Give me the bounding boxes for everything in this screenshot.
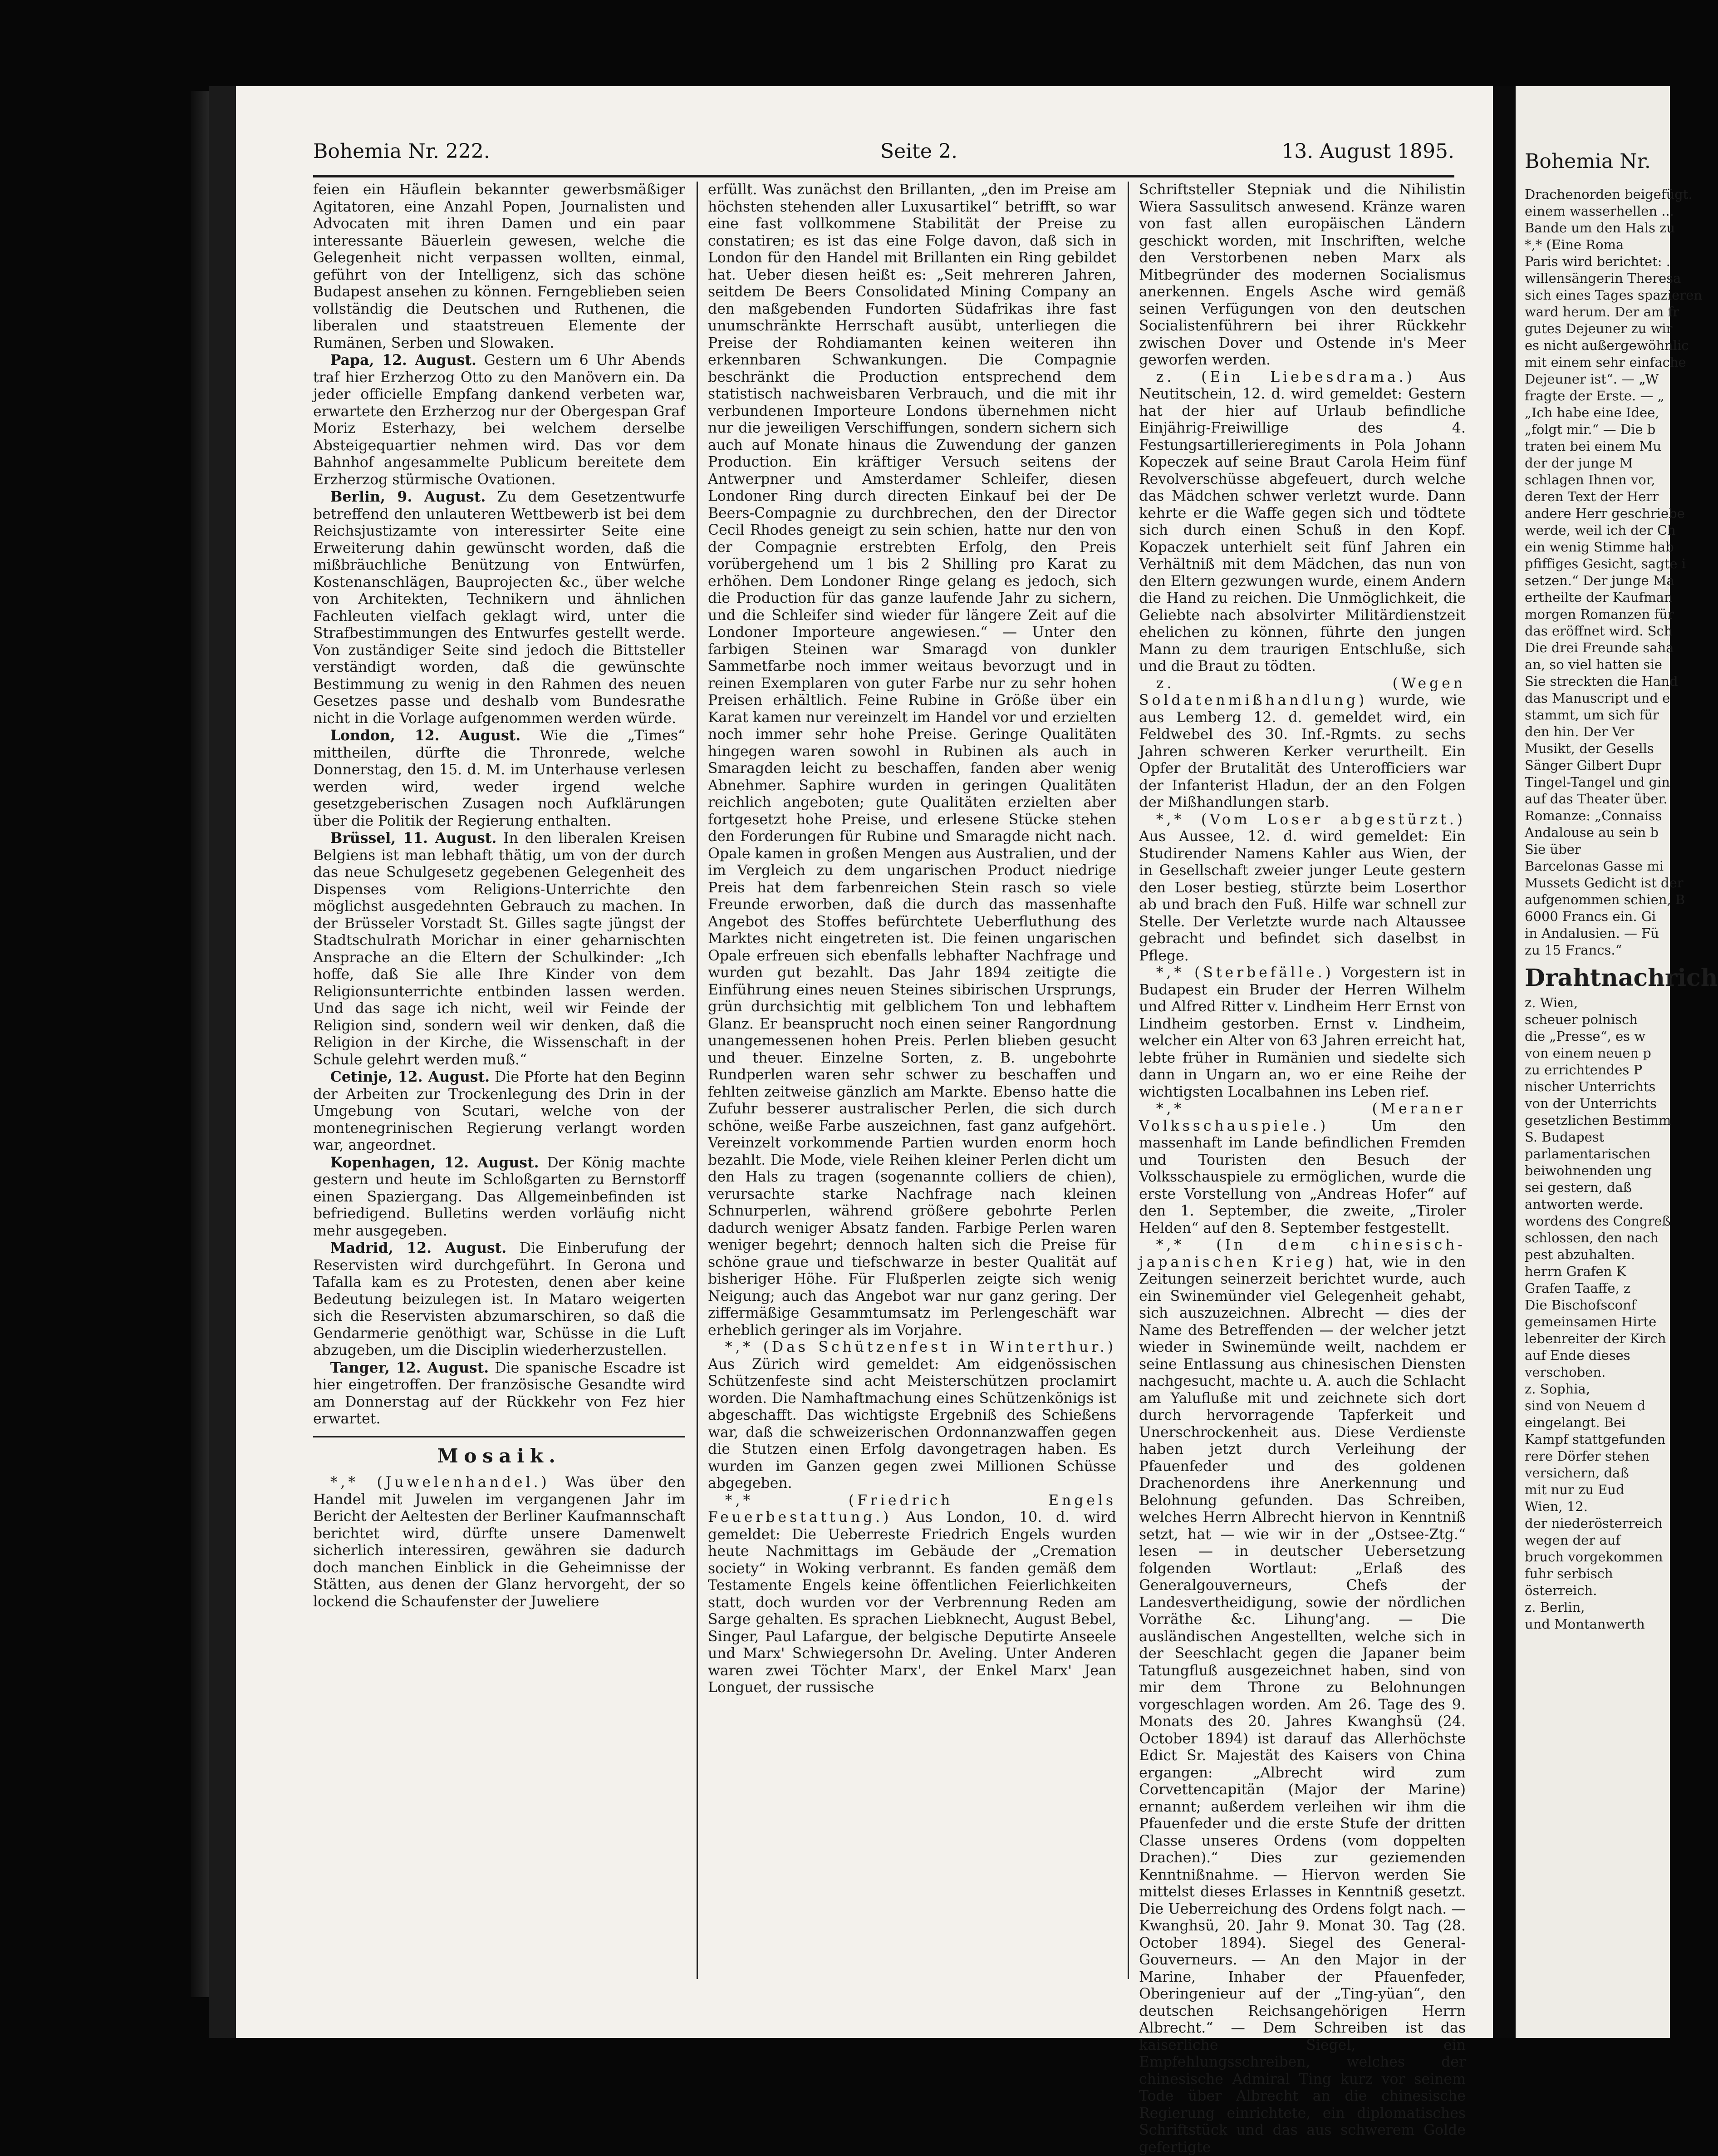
adjacent-text-line: der der junge M (1525, 455, 1633, 471)
adjacent-text-line: wordens des Congreß (1525, 1213, 1671, 1229)
adjacent-text-line: österreich. (1525, 1583, 1597, 1598)
adjacent-text-line: antworten werde. (1525, 1196, 1644, 1212)
adjacent-text-line: verschoben. (1525, 1364, 1606, 1380)
adjacent-text-line: eingelangt. Bei (1525, 1415, 1626, 1430)
article-text: Aus Zürich wird gemeldet: Am eidgenössischen Schützenfeste sind acht Meisterschützen proclamirt worden. Die Namhaftmachung eines Schützenkönigs ist abgeschafft. Das wichtigste Ergebniß des Schießens war, daß die schweizerischen Ordonnanzwaffen gegen die Stutzen einen Erfolg davongetragen haben. Es wurden im Ganzen gegen zwei Millionen Schüsse abgegeben. (708, 1356, 1116, 1491)
newspaper-page (236, 86, 1493, 2156)
adjacent-text-line: Bande um den Hals zu (1525, 220, 1675, 236)
adjacent-text-line: Sie streckten die Hand (1525, 674, 1678, 689)
column-3 (1139, 182, 1466, 2156)
article-text: Gestern um 6 Uhr Abends traf hier Erzherzog Otto zu den Manövern ein. Da jeder officielle Empfang dankend verbeten war, erwartete den Erzherzog nur der Obergespan Graf Moriz Esterhazy, bei welchem derselbe Absteigequartier nehmen wird. Das vor dem Bahnhof angesammelte Publicum bereitete dem Erzherzog stürmische Ovationen. (313, 352, 685, 488)
dateline: Papa, 12. August. (330, 352, 476, 369)
adjacent-text-line: sei gestern, daß (1525, 1180, 1632, 1195)
adjacent-text-line: zu 15 Francs.“ (1525, 942, 1622, 958)
article-text: Die Einberufung der Reservisten wird durchgeführt. In Gerona und Tafalla kam es zu Protesten, denen aber keine Bedeutung beizulegen ist. In Mataro weigerten sich die Reservisten abzumarschiren, so daß die Gendarmerie genöthigt war, Schüsse in die Luft abzugeben, um die Disciplin wiederherzustellen. (313, 1240, 685, 1359)
adjacent-text-line: ward herum. Der am fr (1525, 304, 1679, 320)
adjacent-text-line: Drachenorden beigefügt. (1525, 187, 1693, 202)
article-text: Was über den Handel mit Juwelen im vergangenen Jahr im Bericht der Aeltesten der Berliner Kaufmannschaft berichtet wird, dürfte unsere Damenwelt sicherlich interessiren, gewähren sie dadurch doch manchen Einblick in die Geheimnisse der Stätten, aus denen der Glanz hervorgeht, der so lockend die Schaufenster der Juweliere (313, 1474, 685, 1610)
adjacent-text-line: andere Herr geschriebe (1525, 506, 1685, 521)
adjacent-text-line: deren Text der Herr (1525, 489, 1659, 504)
item-heading: *,* (Sterbefälle.) (1156, 965, 1334, 981)
adjacent-text-line: pfiffiges Gesicht, sagte i (1525, 556, 1686, 571)
dateline: Tanger, 12. August. (330, 1359, 489, 1376)
adjacent-text-line: 6000 Francs ein. Gi (1525, 909, 1656, 924)
page-header (313, 140, 1454, 172)
adjacent-text-line: von einem neuen p (1525, 1045, 1651, 1061)
adjacent-text-line: den hin. Der Ver (1525, 724, 1635, 739)
adjacent-text-line: Die Bischofsconf (1525, 1297, 1636, 1313)
article-text: hat, wie in den Zeitungen seinerzeit berichtet wurde, auch ein Swinemünder viel Gelegenheit gehabt, sich auszuzeichnen. Albrecht — dies der Name des Betreffenden — der welcher jetzt wieder in Swinemünde weilt, nachdem er seine Entlassung aus chinesischen Diensten nachgesucht, machte u. A. auch die Schlacht am Yalufluße mit und zeichnete sich dort durch hervorragende Tapferkeit und Unerschrockenheit aus. Diese Verdienste haben jetzt durch Verleihung der Pfauenfeder und des goldenen Drachenordens ihre Anerkennung und Belohnung gefunden. Das Schreiben, welches Herrn Albrecht hiervon in Kenntniß setzt, hat — wie wir in der „Ostsee-Ztg.“ lesen — in deutscher Uebersetzung folgenden Wortlaut: „Erlaß des Generalgouverneurs, Chefs der Landesvertheidigung, sowie der nördlichen Vorräthe &c. Lihung'ang. — Die ausländischen Angestellten, welche sich in der Seeschlacht gegen die Japaner beim Tatungfluß ausgezeichnet haben, sind von mir dem Throne zu Belohnungen vorgeschlagen worden. Am 26. Tage des 9. Monats des 20. Jahres Kwanghsü (24. October 1894) ist darauf das Allerhöchste Edict Sr. Majestät des Kaisers von China ergangen: „Albrecht wird zum Corvettencapitän (Major der Marine) ernannt; außerdem verleihen wir ihm die Pfauenfeder und die erste Stufe der dritten Classe unseres Ordens (vom doppelten Drachen).“ Dies zur geziemenden Kenntnißnahme. — Hiervon werden Sie mittelst dieses Erlasses in Kenntniß gesetzt. Die Ueberreichung des Ordens folgt nach. — Kwanghsü, 20. Jahr 9. Monat 30. Tag (28. October 1894). Siegel des General-Gouverneurs. — An den Major in der Marine, Inhaber der Pfauenfeder, Oberingenieur auf der „Ting-yüan“, den deutschen Reichsangehörigen Herrn Albrecht.“ — Dem Schreiben ist das kaiserliche Siegel, ein Empfehlungsschreiben, welches der chinesische Admiral Ting kurz vor seinem Tode über Albrecht an die chinesische Regierung einrichtete, ein diplomatisches Schriftstück und das aus schwerem Golde gefertigte (1139, 1254, 1466, 2156)
issue-date: 13. August 1895. (1281, 140, 1454, 163)
adjacent-text-line: Kampf stattgefunden (1525, 1432, 1666, 1447)
article-text: Die spanische Escadre ist hier eingetroffen. Der französische Gesandte wird am Donnerstag auf der Rückkehr von Fez hier erwartet. (313, 1359, 685, 1427)
article-text: In den liberalen Kreisen Belgiens ist man lebhaft thätig, um von der durch das neue Schulgesetz gegebenen Gelegenheit des Dispenses vom Religions-Unterrichte den möglichst ausgedehnten Gebrauch zu machen. In der Brüsseler Vorstadt St. Gilles sagte jüngst der Stadtschulrath Morichar in einer geharnischten Ansprache an die Eltern der Schulkinder: „Ich hoffe, daß Sie alle Ihre Kinder von dem Religionsunterrichte entbinden lassen werden. Und das sage ich nicht, weil wir Feinde der Religion sind, sondern weil wir denken, daß die Religion in der Kirche, die Wissenschaft in der Schule gelehrt werden muß.“ (313, 830, 686, 1068)
mosaik-item-liebesdrama (1139, 369, 1466, 675)
dateline: London, 12. August. (330, 727, 521, 744)
adjacent-text-line: Tingel-Tangel und gin (1525, 774, 1670, 790)
adjacent-text-line: gutes Dejeuner zu wir (1525, 321, 1673, 336)
news-item-bruessel (313, 830, 685, 1068)
adjacent-text-line: versichern, daß (1525, 1465, 1629, 1481)
mosaik-item-schuetzenfest (708, 1339, 1116, 1492)
page-number: Seite 2. (880, 140, 957, 163)
article-text: Der König machte gestern und heute im Schloßgarten zu Bernstorff einen Spaziergang. Das Allgemeinbefinden ist befriedigend. Bulletins werden vorläufig nicht mehr ausgegeben. (313, 1154, 685, 1239)
mosaik-item-engels (708, 1492, 1116, 1697)
adjacent-text-line: es nicht außergewöhnlic (1525, 338, 1689, 353)
adjacent-text-line: Die drei Freunde saha (1525, 640, 1674, 655)
adjacent-text-line: Barcelonas Gasse mi (1525, 858, 1664, 874)
adjacent-text-line: mit nur zu Eud (1525, 1482, 1625, 1497)
adjacent-text-line: ertheilte der Kaufman (1525, 590, 1673, 605)
item-heading: *,* (In dem chinesisch-japanischen Krieg) (1139, 1237, 1466, 1270)
article-text: Vorgestern ist in Budapest ein Bruder der Herren Wilhelm und Alfred Ritter v. Lindheim Herr Ernst von Lindheim gestorben. Ernst v. Lindheim, welcher ein Alter von 63 Jahren erreicht hat, lebte früher in Rumänien und siedelte sich dann in Ungarn an, wo er eine Reihe der wichtigsten Localbahnen ins Leben rief. (1139, 965, 1466, 1100)
item-heading: z. (Wegen Soldatenmißhandlung) (1139, 675, 1466, 709)
adjacent-text-line: das Manuscript und e (1525, 690, 1670, 706)
item-heading: *,* (Juwelenhandel.) (330, 1474, 550, 1491)
dateline: Cetinje, 12. August. (330, 1068, 490, 1085)
adjacent-text-line: wegen der auf (1525, 1532, 1621, 1548)
adjacent-text-line: schlagen Ihnen vor, (1525, 472, 1655, 487)
adjacent-text-line: z. Wien, (1525, 995, 1578, 1010)
adjacent-text-line: setzen.“ Der junge Ma (1525, 573, 1674, 588)
adjacent-text-line: Paris wird berichtet: . (1525, 254, 1670, 269)
article-text: Schriftsteller Stepniak und die Nihilistin Wiera Sassulitsch anwesend. Kränze waren von fast allen europäischen Ländern geschickt worden, mit Inschriften, welche den Verstorbenen neben Marx als Mitbegründer des modernen Socialismus anerkennen. Engels Asche wird gemäß seinen Verfügungen von den deutschen Socialistenführern bei ihrer Rückkehr zwischen Dover und Ostende in's Meer geworfen werden. (1139, 182, 1466, 368)
adjacent-text-line: werde, weil ich der Ch (1525, 522, 1676, 538)
adjacent-page-column (1525, 186, 1718, 1993)
article-text: erfüllt. Was zunächst den Brillanten, „den im Preise am höchsten stehenden aller Luxusartikel“ betrifft, so war eine fast vollkommene Stabilität der Preise zu constatiren; es ist das eine Folge davon, daß sich in London für den Handel mit Brillanten ein Ring gebildet hat. Ueber diesen heißt es: „Seit mehreren Jahren, seitdem De Beers Consolidated Mining Company an den maßgebenden Fundorten Südafrikas ihre fast unumschränkte Herrschaft ausübt, unterliegen die Preise der Rohdiamanten keinen weiteren ihn erkennbaren Schwankungen. Die Compagnie beschränkt die Production entsprechend dem statistisch nachweisbaren Verbrauch, und die mit ihr verbundenen Importeure Londons übernehmen nicht nur die jeweiligen Verschiffungen, sondern sichern sich auch auf Monate hinaus die Zuwendung der ganzen Production. Ein kräftiger Versuch seitens der Antwerpner und Amsterdamer Schleifer, diesen Londoner Ring durch directen Einkauf bei der De Beers-Compagnie zu durchbrechen, den der Director Cecil Rhodes geneigt zu sein schien, hatte nur den von der Compagnie erstrebten Erfolg, den Preis vorübergehend um 1 bis 2 Shilling pro Karat zu erhöhen. Dem Londoner Ringe gelang es jedoch, sich die Production für das ganze laufende Jahr zu sichern, und die Schleifer sind wieder für längere Zeit auf die Londoner Importeure angewiesen.“ — Unter den farbigen Steinen war Smaragd von dunkler Sammetfarbe noch immer weitaus bevorzugt und in reinen Exemplaren von guter Farbe nur zu sehr hohen Preisen erhältlich. Feine Rubine in Größe über ein Karat kamen nur vereinzelt im Handel vor und erzielten noch immer sehr hohe Preise. Geringe Qualitäten hingegen waren sowohl in Rubinen als auch in Smaragden leicht zu beschaffen, fanden aber wenig Abnehmer. Saphire wurden in geringen Qualitäten reichlich angeboten; gute Qualitäten erzielten aber fortgesetzt hohe Preise, und erlesene Stücke stehen den Forderungen für Rubine und Smaragde nicht nach. Opale kamen in großen Mengen aus Australien, und der im Vergleich zu dem ungarischen Product niedrige Preis hat dem farbenreichen Stein rasch so viele Freunde erworben, daß die durch das massenhafte Angebot des Stoffes befürchtete Ueberfluthung des Marktes nicht eingetreten ist. Die feinen ungarischen Opale erfreuen sich ebenfalls lebhafter Nachfrage und wurden gut bezahlt. Das Jahr 1894 zeitigte die Einführung eines neuen Steines sibirischen Ursprungs, grün durchsichtig mit gelblichem Ton und lebhaftem Glanz. Er beansprucht noch einen seiner Rangordnung unangemessenen hohen Preis. Perlen blieben gesucht und theuer. Einzelne Sorten, z. B. ungebohrte Rundperlen waren sehr schwer zu beschaffen und fehlten zeitweise gänzlich am Markte. Ebenso hatte die Zufuhr besserer australischer Perlen, die sich durch schöne, weiße Farbe auszeichnen, fast ganz aufgehört. Vereinzelt vorkommende Partien wurden enorm hoch bezahlt. Die Mode, viele Reihen kleiner Perlen dicht um den Hals zu tragen (sogenannte colliers de chien), verursachte starke Nachfrage nach kleinen Schnurperlen, während größere gebohrte Perlen dadurch weniger Absatz fanden. Farbige Perlen waren weniger begehrt; dennoch halten sich die Preise für schöne graue und tiefschwarze in bester Qualität auf bisheriger Höhe. Für Flußperlen zeigte sich wenig Neigung; auch das Angebot war nur ganz gering. Der ziffermäßige Gesammtumsatz im Perlengeschäft war erheblich geringer als im Vorjahre. (708, 182, 1116, 1339)
column-1 (313, 182, 685, 1988)
adjacent-text-line: parlamentarischen (1525, 1146, 1651, 1162)
dateline: Berlin, 9. August. (330, 488, 486, 505)
adjacent-text-line: an, so viel hatten sie (1525, 657, 1662, 672)
article-text: Die Pforte hat den Beginn der Arbeiten zur Trockenlegung des Drin in der Umgebung von Scutari, welche von der montenegrinischen Regierung verlangt worden war, angeordnet. (313, 1069, 685, 1153)
dateline: Madrid, 12. August. (330, 1240, 507, 1256)
adjacent-text-line: einem wasserhellen ... (1525, 203, 1674, 219)
adjacent-text-line: sind von Neuem d (1525, 1398, 1646, 1413)
adjacent-text-line: scheuer polnisch (1525, 1012, 1638, 1027)
article-text: Wie die „Times“ mittheilen, dürfte die Thronrede, welche Donnerstag, den 15. d. M. im Unterhause verlesen werden wird, weder irgend welche gesetzgeberischen Zusagen noch Aufklärungen über die Politik der Regierung enthalten. (313, 728, 685, 829)
adjacent-text-line: auf das Theater über. (1525, 791, 1668, 807)
mosaik-item-volksschauspiele (1139, 1101, 1466, 1237)
adjacent-page-fragment (1516, 86, 1718, 2038)
adjacent-text-line: nischer Unterrichts (1525, 1079, 1656, 1094)
adjacent-text-line: pest abzuhalten. (1525, 1247, 1635, 1262)
item-heading: *,* (Das Schützenfest in Winterthur.) (725, 1339, 1116, 1355)
adjacent-text-line: *,* (Eine Roma (1525, 237, 1624, 252)
adjacent-text-line: Sie über (1525, 842, 1581, 857)
article-text: wurde, wie aus Lemberg 12. d. gemeldet wird, ein Feldwebel des 30. Inf.-Rgmts. zu sechs Jahren schweren Kerker verurtheilt. Ein Opfer der Brutalität des Unterofficiers war der Infanterist Hladun, der an den Folgen der Mißhandlungen starb. (1139, 692, 1466, 811)
adjacent-text-line: „Ich habe eine Idee, (1525, 405, 1659, 420)
adjacent-text-line: das eröffnet wird. Sch (1525, 623, 1673, 639)
adjacent-text-line: Romanze: „Connaiss (1525, 808, 1662, 823)
section-heading-mosaik: Mosaik. (437, 1444, 561, 1467)
news-item-madrid (313, 1240, 685, 1359)
adjacent-text-line: fragte der Erste. — „ (1525, 388, 1664, 404)
column-2 (708, 182, 1116, 1988)
adjacent-text-line: Andalouse au sein b (1525, 825, 1659, 840)
adjacent-text-line: gemeinsamen Hirte (1525, 1314, 1657, 1329)
news-item-kopenhagen (313, 1154, 685, 1240)
adjacent-text-line: S. Budapest (1525, 1129, 1605, 1145)
adjacent-text-line: traten bei einem Mu (1525, 438, 1662, 454)
adjacent-text-line: fuhr serbisch (1525, 1566, 1613, 1581)
adjacent-section-heading: Drahtnachrich (1525, 964, 1718, 992)
adjacent-text-line: die „Presse“, es w (1525, 1029, 1646, 1044)
article-text: Aus Neutitschein, 12. d. wird gemeldet: Gestern hat der hier auf Urlaub befindliche Einjährig-Freiwillige des 4. Festungsartillerieregiments in Pola Johann Kopeczek auf seine Braut Carola Heim fünf Revolverschüsse abgefeuert, durch welche das Mädchen schwer verletzt wurde. Dann kehrte er die Waffe gegen sich und tödtete sich durch einen Schuß in den Kopf. Kopaczek unterhielt seit fünf Jahren ein Verhältniß mit dem Mädchen, das nun von den Eltern gezwungen wurde, einem Andern die Hand zu reichen. Die Unmöglichkeit, die Geliebte nach absolvirter Militärdienstzeit ehelichen zu können, führte den jungen Mann zu dem traurigen Entschluße, sich und die Braut zu tödten. (1139, 369, 1466, 674)
item-heading: *,* (Vom Loser abgestürzt.) (1156, 811, 1466, 828)
column-divider (1128, 182, 1129, 1979)
adjacent-text-line: aufgenommen schien, B (1525, 892, 1685, 907)
adjacent-text-line: morgen Romanzen für (1525, 606, 1674, 622)
header-rule (313, 175, 1454, 177)
adjacent-lines-b (1525, 994, 1670, 1633)
adjacent-text-line: z. Berlin, (1525, 1600, 1585, 1615)
adjacent-text-line: schlossen, den nach (1525, 1230, 1659, 1245)
adjacent-lines-a (1525, 186, 1703, 959)
page-gutter (1493, 86, 1516, 2038)
mosaik-item-juwelenhandel (313, 1474, 685, 1610)
adjacent-text-line: beiwohnenden ung (1525, 1163, 1652, 1178)
item-heading: z. (Ein Liebesdrama.) (1156, 369, 1415, 385)
news-item-london (313, 727, 685, 830)
adjacent-text-line: ein wenig Stimme hab (1525, 539, 1674, 555)
adjacent-text-line: gesetzlichen Bestimm (1525, 1112, 1671, 1128)
adjacent-text-line: auf Ende dieses (1525, 1348, 1630, 1363)
adjacent-text-line: stammt, um sich für (1525, 707, 1659, 723)
adjacent-text-line: willensängerin Theresa (1525, 271, 1681, 286)
news-item-tanger (313, 1359, 685, 1428)
adjacent-text-line: herrn Grafen K (1525, 1264, 1626, 1279)
section-rule (313, 1436, 685, 1437)
dateline: Kopenhagen, 12. August. (330, 1154, 539, 1171)
adjacent-text-line: lebenreiter der Kirch (1525, 1331, 1666, 1346)
mosaik-item-soldatenmisshandlung (1139, 675, 1466, 812)
dateline: Brüssel, 11. August. (330, 830, 497, 847)
item-heading: *,* (Friedrich Engels Feuerbestattung.) (708, 1492, 1116, 1526)
article-text: Um den massenhaft im Lande befindlichen Fremden und Touristen den Besuch der Volksschauspiele zu ermöglichen, wurde die erste Vorstellung von „Andreas Hofer“ auf den 1. September, die zweite, „Tiroler Helden“ auf den 8. September festgestellt. (1139, 1117, 1466, 1236)
article-text: Aus London, 10. d. wird gemeldet: Die Ueberreste Friedrich Engels wurden heute Nachmittags im Gebäude der „Cremation society“ in Woking verbrannt. Es fanden gemäß dem Testamente Engels keine öffentlichen Feierlichkeiten statt, doch wurden vor der Verbrennung Reden am Sarge gehalten. Es sprachen Liebknecht, August Bebel, Singer, Paul Lafargue, der belgische Deputirte Anseele und Marx' Schwiegersohn Dr. Aveling. Unter Anderen waren zwei Töchter Marx', der Enkel Marx' Jean Longuet, der russische (708, 1509, 1116, 1696)
article-text: Aus Aussee, 12. d. wird gemeldet: Ein Studirender Namens Kahler aus Wien, der in Gesellschaft zweier junger Leute gestern den Loser bestieg, stürzte beim Loserthor ab und brach den Fuß. Hilfe war schnell zur Stelle. Der Verletzte wurde nach Altaussee gebracht und befindet sich daselbst in Pflege. (1139, 828, 1466, 964)
mosaik-item-chinesisch-japanisch (1139, 1237, 1466, 2156)
news-item-cetinje (313, 1068, 685, 1154)
adjacent-text-line: mit einem sehr einfache (1525, 354, 1686, 370)
adjacent-text-line: „folgt mir.“ — Die b (1525, 422, 1656, 437)
news-item-papa (313, 352, 685, 488)
adjacent-text-line: rere Dörfer stehen (1525, 1448, 1650, 1464)
article-text: Zu dem Gesetzentwurfe betreffend den unlauteren Wettbewerb ist bei dem Reichsjustizamte von interessirter Seite eine Erweiterung dahin gewünscht worden, daß die mißbräuchliche Benützung von Entwürfen, Kostenanschlägen, Bauprojecten &c., über welche von Architekten, Technikern und ähnlichen Fachleuten vielfach geklagt wird, unter die Strafbestimmungen des Entwurfes gestellt werde. Von zuständiger Seite sind jedoch die Bittsteller verständigt worden, daß die gewünschte Bestimmung zu wenig in den Rahmen des neuen Gesetzes passe und deshalb vom Bundesrathe nicht in die Vorlage aufgenommen werden würde. (313, 489, 686, 727)
adjacent-text-line: Musikt, der Gesells (1525, 741, 1654, 756)
adjacent-text-line: Dejeuner ist“. — „W (1525, 371, 1659, 387)
mosaik-item-loser (1139, 812, 1466, 965)
adjacent-text-line: Sänger Gilbert Dupr (1525, 758, 1662, 773)
adjacent-text-line: der niederösterreich (1525, 1516, 1663, 1531)
adjacent-text-line: bruch vorgekommen (1525, 1549, 1663, 1565)
news-item-berlin (313, 488, 685, 727)
adjacent-text-line: sich eines Tages spazieren (1525, 287, 1703, 303)
adjacent-text-line: Wien, 12. (1525, 1499, 1588, 1514)
adjacent-text-line: von der Unterrichts (1525, 1096, 1657, 1111)
column-divider (697, 182, 698, 1979)
adjacent-text-line: zu errichtendes P (1525, 1062, 1643, 1078)
paper-name: Bohemia Nr. 222. (313, 140, 490, 163)
adjacent-text-line: Mussets Gedicht ist der (1525, 875, 1684, 891)
mosaik-item-sterbefaelle (1139, 965, 1466, 1101)
article-text: feien ein Häuflein bekannter gewerbsmäßiger Agitatoren, eine Anzahl Popen, Journalisten und Advocaten mit ihren Damen und ein paar interessante Bäuerlein gewesen, welche die Gelegenheit nicht verpassen wollten, einmal, geführt von der Intelligenz, sich das schöne Budapest ansehen zu können. Ferngeblieben seien vollständig die Deutschen und Ruthenen, die liberalen und staatstreuen Elemente der Rumänen, Serben und Slowaken. (313, 182, 685, 351)
adjacent-text-line: und Montanwerth (1525, 1616, 1645, 1632)
item-heading: *,* (Meraner Volksschauspiele.) (1139, 1101, 1466, 1134)
adjacent-text-line: in Andalusien. — Fü (1525, 925, 1659, 941)
adjacent-page-header: Bohemia Nr. (1525, 150, 1651, 173)
adjacent-text-line: Grafen Taaffe, z (1525, 1280, 1631, 1296)
adjacent-text-line: z. Sophia, (1525, 1381, 1590, 1397)
